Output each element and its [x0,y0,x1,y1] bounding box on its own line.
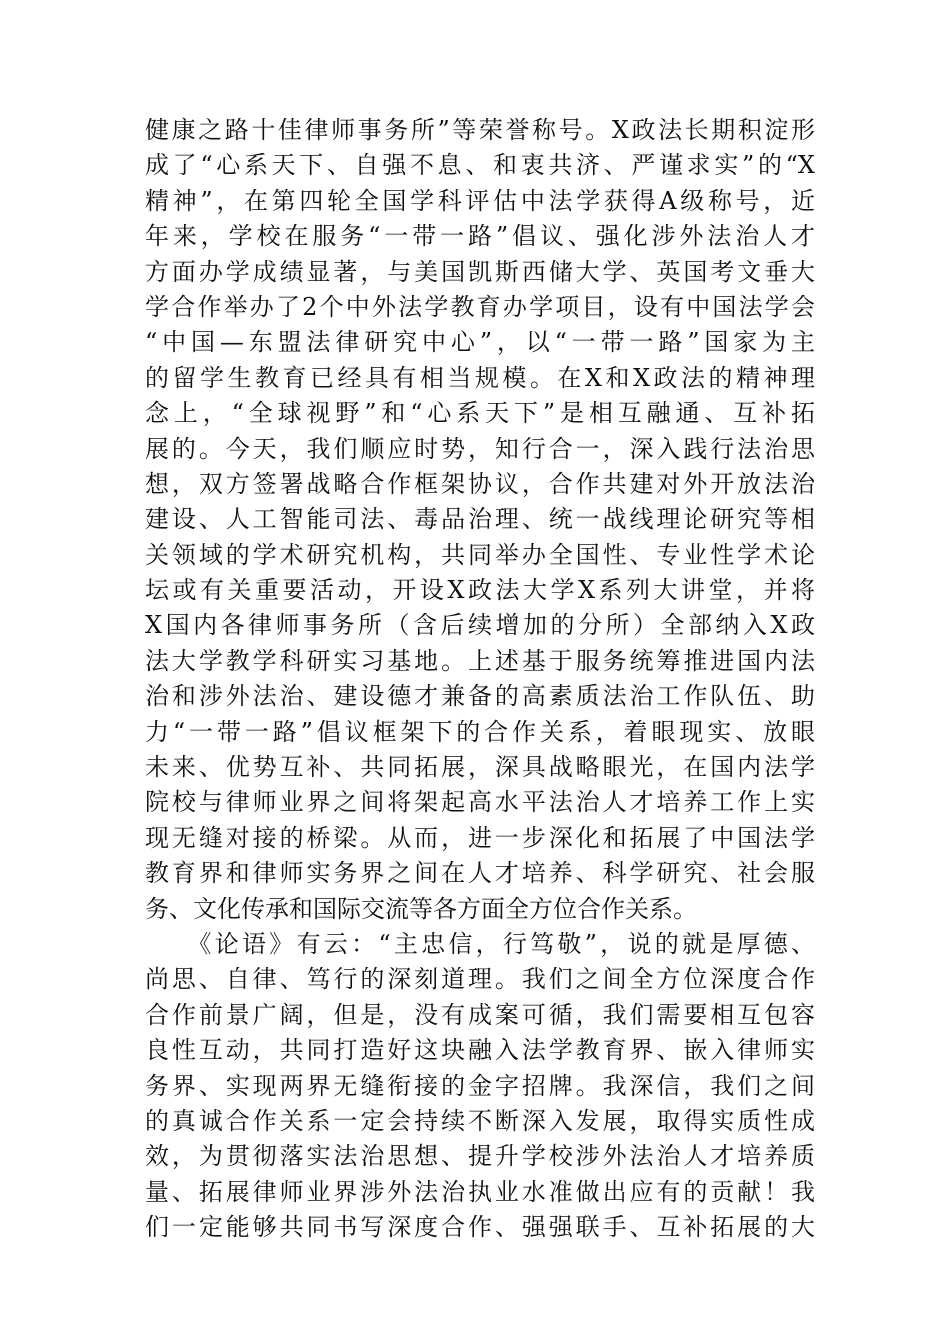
text-line: 精神”，在第四轮全国学科评估中法学获得A级称号，近 [145,186,815,215]
text-line: 尚思、自律、笃行的深刻道理。我们之间全方位深度合作 [145,965,815,994]
text-line: 治和涉外法治、建设德才兼备的高素质法治工作队伍、助 [145,682,815,711]
text-line: 的真诚合作关系一定会持续不断深入发展，取得实质性成 [145,1106,815,1135]
paragraph-first-line: 《论语》有云：“主忠信，行笃敬”，说的就是厚德、 [145,929,815,958]
text-line: 们一定能够共同书写深度合作、强强联手、互补拓展的大 [145,1213,815,1242]
text-line: 展的。今天，我们顺应时势，知行合一，深入践行法治思 [145,434,815,463]
text-line: 现无缝对接的桥梁。从而，进一步深化和拓展了中国法学 [145,823,815,852]
text-line: 务界、实现两界无缝衔接的金字招牌。我深信，我们之间 [145,1071,815,1100]
paragraph-end-line: 务、文化传承和国际交流等各方面全方位合作关系。 [145,894,697,923]
text-line: 方面办学成绩显著，与美国凯斯西储大学、英国考文垂大 [145,257,815,286]
text-line: 的留学生教育已经具有相当规模。在X和X政法的精神理 [145,363,815,392]
text-line: 未来、优势互补、共同拓展，深具战略眼光，在国内法学 [145,753,815,782]
text-line: X国内各律师事务所（含后续增加的分所）全部纳入X政 [145,611,815,640]
text-line: 坛或有关重要活动，开设X政法大学X系列大讲堂，并将 [145,576,815,605]
text-line: 良性互动，共同打造好这块融入法学教育界、嵌入律师实 [145,1036,815,1065]
text-line: 法大学教学科研实习基地。上述基于服务统筹推进国内法 [145,646,815,675]
text-line: 成了“心系天下、自强不息、和衷共济、严谨求实”的“X [145,151,815,180]
text-line: 效，为贯彻落实法治思想、提升学校涉外法治人才培养质 [145,1142,815,1171]
text-line: 关领域的学术研究机构，共同举办全国性、专业性学术论 [145,540,815,569]
text-line: “中国—东盟法律研究中心”，以“一带一路”国家为主 [145,328,815,357]
text-line: 念上，“全球视野”和“心系天下”是相互融通、互补拓 [145,399,815,428]
body-text [145,113,815,1246]
text-line: 院校与律师业界之间将架起高水平法治人才培养工作上实 [145,788,815,817]
text-line: 教育界和律师实务界之间在人才培养、科学研究、社会服 [145,859,815,888]
text-line: 力“一带一路”倡议框架下的合作关系，着眼现实、放眼 [145,717,815,746]
text-line: 量、拓展律师业界涉外法治执业水准做出应有的贡献！我 [145,1177,815,1206]
text-line: 想，双方签署战略合作框架协议，合作共建对外开放法治 [145,469,815,498]
text-line: 合作前景广阔，但是，没有成案可循，我们需要相互包容 [145,1000,815,1029]
text-line: 健康之路十佳律师事务所”等荣誉称号。X政法长期积淀形 [145,116,815,144]
text-line: 学合作举办了2个中外法学教育办学项目，设有中国法学会 [145,292,815,321]
text-line: 年来，学校在服务“一带一路”倡议、强化涉外法治人才 [145,222,815,251]
text-line: 建设、人工智能司法、毒品治理、统一战线理论研究等相 [145,505,815,534]
